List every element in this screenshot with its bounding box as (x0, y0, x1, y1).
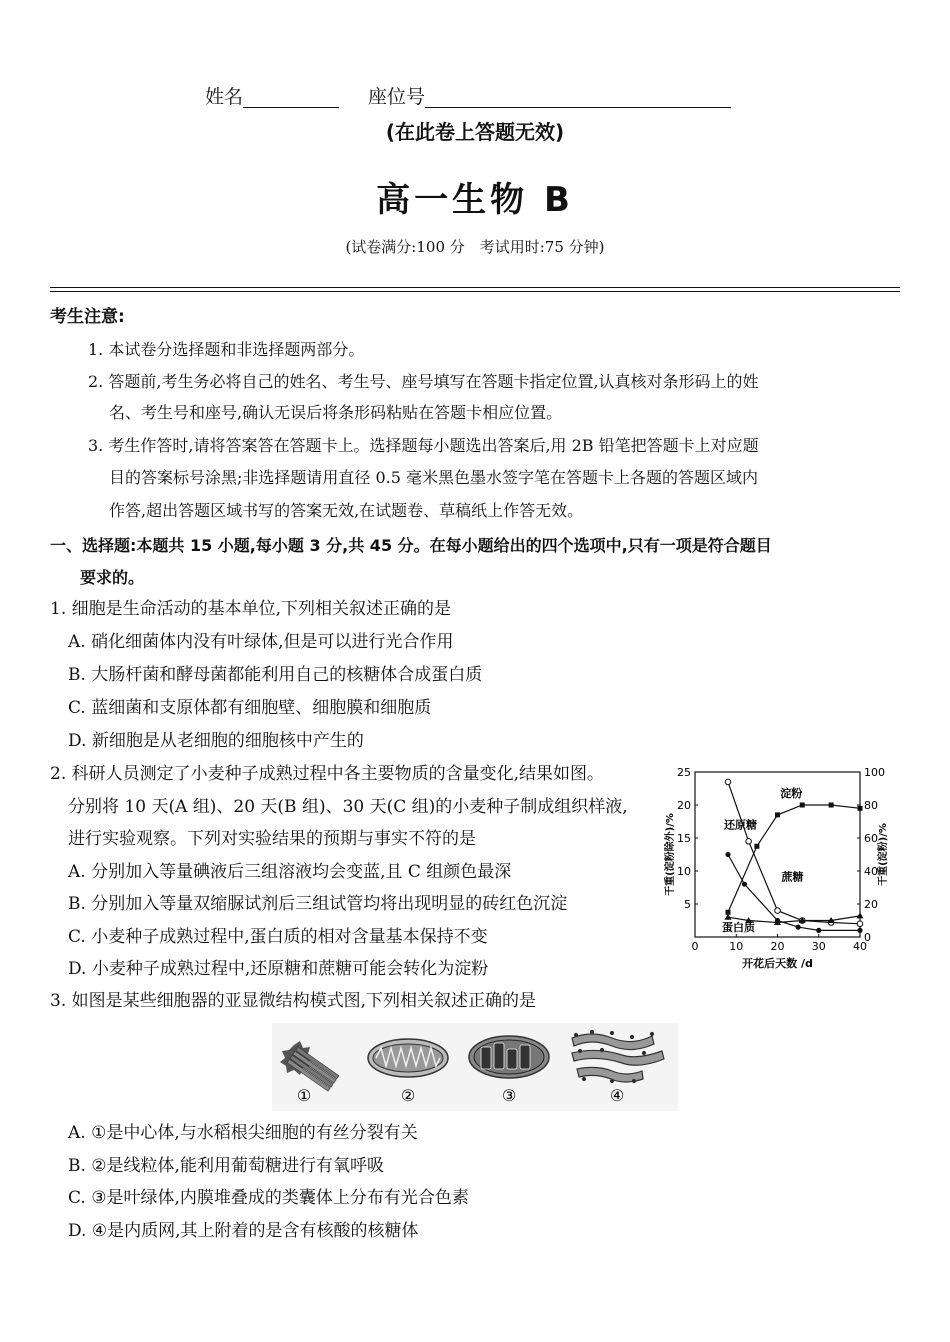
seat-blank[interactable] (425, 91, 731, 108)
divider-top (50, 287, 900, 288)
q1-option-a[interactable]: A. 硝化细菌体内没有叶绿体,但是可以进行光合作用 (68, 632, 454, 652)
y-left-tick-label: 5 (684, 898, 691, 911)
section-heading-cont: 要求的。 (80, 568, 145, 587)
series-label: 蔗糖 (781, 870, 804, 884)
figure-label-4: ④ (609, 1086, 625, 1105)
y-left-axis-label: 干重(淀粉除外)/% (665, 813, 676, 896)
page-title: 高一生物 B (376, 180, 574, 220)
data-point (775, 908, 781, 914)
x-axis-label: 开花后天数 /d (742, 957, 813, 970)
y-right-tick-label: 60 (864, 832, 878, 845)
section-heading: 一、选择题:本题共 15 小题,每小题 3 分,共 45 分。在每小题给出的四个选项中,只有一项是符合题目 (50, 536, 772, 555)
exam-subtitle: (试卷满分:100 分 考试用时:75 分钟) (345, 238, 605, 256)
name-blank[interactable] (243, 91, 339, 108)
series-label: 蛋白质 (722, 921, 755, 935)
q2-option-a[interactable]: A. 分别加入等量碘液后三组溶液均会变蓝,且 C 组颜色最深 (68, 862, 512, 882)
data-point (775, 812, 780, 817)
q1-option-c[interactable]: C. 蓝细菌和支原体都有细胞壁、细胞膜和细胞质 (68, 698, 432, 718)
figure-label-2: ② (400, 1086, 416, 1105)
seat-field[interactable] (368, 86, 731, 108)
series-label: 还原糖 (724, 818, 757, 832)
data-point (800, 803, 805, 808)
name-field[interactable] (205, 86, 339, 108)
y-left-tick-label: 15 (677, 832, 691, 845)
q2-option-d[interactable]: D. 小麦种子成熟过程中,还原糖和蔗糖可能会转化为淀粉 (68, 959, 489, 979)
y-right-tick-label: 80 (864, 799, 878, 812)
notice-item-3: 3. 考生作答时,请将答案答在答题卡上。选择题每小题选出答案后,用 2B 铅笔把答题卡上对应题 (88, 436, 759, 455)
y-right-axis-label: 干重(淀粉)/% (878, 823, 889, 886)
notice-item-1: 1. 本试卷分选择题和非选择题两部分。 (88, 340, 365, 359)
notice-item-3-cont: 目的答案标号涂黑;非选择题请用直径 0.5 毫米黑色墨水签字笔在答题卡上各题的答题区域内 (109, 468, 759, 487)
q3-stem: 3. 如图是某些细胞器的亚显微结构模式图,下列相关叙述正确的是 (50, 991, 537, 1011)
y-right-tick-label: 40 (864, 865, 878, 878)
data-point (742, 882, 747, 887)
data-point (796, 925, 801, 930)
q2-stem-2: 分别将 10 天(A 组)、20 天(B 组)、30 天(C 组)的小麦种子制成组织样液, (68, 797, 628, 817)
q3-organelle-figure (272, 1023, 678, 1111)
y-right-tick-label: 20 (864, 898, 878, 911)
data-point (725, 779, 731, 785)
chloroplast-icon (469, 1036, 549, 1078)
q2-stem-3: 进行实验观察。下列对实验结果的预期与事实不符的是 (68, 829, 476, 849)
notice-item-2: 2. 答题前,考生务必将自己的姓名、考生号、座号填写在答题卡指定位置,认真核对条形码上的姓 (88, 372, 759, 391)
q2-stem: 2. 科研人员测定了小麦种子成熟过程中各主要物质的含量变化,结果如图。 (50, 764, 605, 784)
mitochondrion-icon (368, 1039, 448, 1077)
divider-bottom (50, 291, 900, 292)
x-tick-label: 40 (853, 940, 867, 953)
x-tick-label: 0 (691, 940, 699, 953)
data-point (857, 921, 863, 927)
data-point (725, 852, 730, 857)
q3-option-c[interactable]: C. ③是叶绿体,内膜堆叠成的类囊体上分布有光合色素 (68, 1188, 469, 1208)
name-label: 姓名 (205, 86, 244, 108)
notice-item-2-cont: 名、考生号和座号,确认无误后将条形码粘贴在答题卡相应位置。 (109, 403, 563, 422)
seat-label: 座位号 (368, 86, 426, 108)
figure-label-1: ① (296, 1086, 312, 1105)
y-right-tick-label: 0 (864, 931, 871, 944)
q2-option-b[interactable]: B. 分别加入等量双缩脲试剂后三组试管均将出现明显的砖红色沉淀 (68, 894, 568, 914)
q3-option-d[interactable]: D. ④是内质网,其上附着的是含有核酸的核糖体 (68, 1221, 419, 1241)
data-point (816, 928, 821, 933)
y-left-tick-label: 10 (677, 865, 691, 878)
data-point (857, 912, 864, 918)
q1-option-b[interactable]: B. 大肠杆菌和酵母菌都能利用自己的核糖体合成蛋白质 (68, 665, 483, 685)
data-point (858, 806, 863, 811)
q2-chart (660, 762, 900, 972)
y-left-tick-label: 20 (677, 799, 691, 812)
series-label: 淀粉 (780, 787, 803, 800)
y-right-tick-label: 100 (864, 766, 885, 779)
x-tick-label: 20 (770, 940, 785, 953)
notice-heading: 考生注意: (50, 307, 125, 327)
data-point (746, 839, 752, 845)
y-left-tick-label: 25 (677, 766, 691, 779)
series-line-2 (728, 782, 860, 924)
notice-item-3-cont2: 作答,超出答题区域书写的答案无效,在试题卷、草稿纸上作答无效。 (109, 501, 584, 520)
q2-option-c[interactable]: C. 小麦种子成熟过程中,蛋白质的相对含量基本保持不变 (68, 927, 488, 947)
q3-option-b[interactable]: B. ②是线粒体,能利用葡萄糖进行有氧呼吸 (68, 1156, 384, 1176)
q3-option-a[interactable]: A. ①是中心体,与水稻根尖细胞的有丝分裂有关 (68, 1123, 418, 1143)
figure-label-3: ③ (501, 1086, 517, 1105)
data-point (754, 844, 759, 849)
data-point (829, 803, 834, 808)
q1-stem: 1. 细胞是生命活动的基本单位,下列相关叙述正确的是 (50, 599, 452, 619)
invalid-note: (在此卷上答题无效) (385, 120, 565, 144)
data-point (857, 928, 862, 933)
x-tick-label: 10 (729, 940, 744, 953)
q1-option-d[interactable]: D. 新细胞是从老细胞的细胞核中产生的 (68, 731, 364, 751)
x-tick-label: 30 (811, 940, 826, 953)
